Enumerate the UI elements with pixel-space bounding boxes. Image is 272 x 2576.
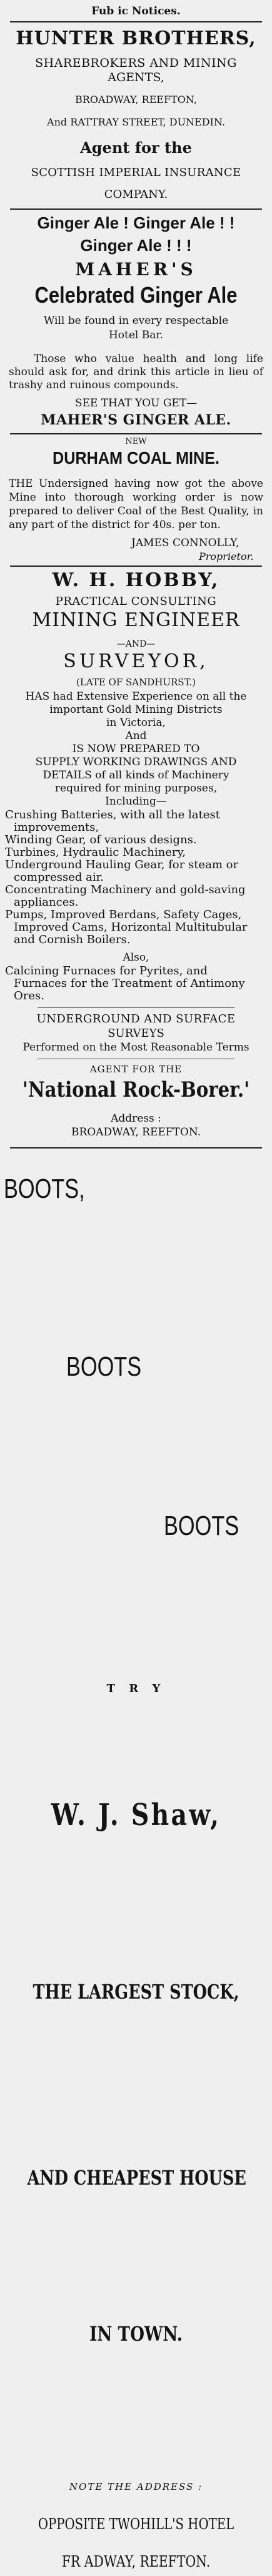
advert-title: HUNTER BROTHERS, bbox=[16, 27, 256, 49]
list-item: Underground Hauling Gear, for steam or compressed air. bbox=[5, 858, 239, 884]
advert-product: Celebrated Ginger Ale bbox=[34, 282, 238, 308]
advert-headline: AND CHEAPEST HOUSE bbox=[27, 2166, 246, 2190]
advert-brand: MAHER'S bbox=[75, 259, 197, 280]
advert-agent: Agent for the bbox=[80, 139, 192, 157]
advert-line: —AND— bbox=[116, 639, 156, 649]
advert-text: required for mining purposes, bbox=[54, 782, 218, 795]
advert-line: (LATE OF SANDHURST.) bbox=[76, 677, 196, 688]
advert-body: Those who value health and long life should ask for, and drink this article in lieu of trashy and ruinous compounds. bbox=[9, 353, 263, 391]
advert-title: W. H. HOBBY, bbox=[52, 569, 220, 591]
divider bbox=[38, 1007, 234, 1008]
advert-line: AGENT FOR THE bbox=[89, 1064, 183, 1075]
advert-name: W. J. Shaw, bbox=[51, 1798, 221, 1833]
advert-text: Address : bbox=[111, 1112, 161, 1125]
advert-text: Will be found in every respectable bbox=[43, 315, 229, 327]
divider bbox=[10, 433, 262, 434]
advert-line: PRACTICAL CONSULTING bbox=[55, 595, 217, 608]
advert-company: COMPANY. bbox=[104, 188, 168, 201]
list-item: Crushing Batteries, with all the latest improvements, bbox=[5, 808, 220, 834]
advert-line: SURVEYS bbox=[108, 1027, 164, 1040]
list-item: Turbines, Hydraulic Machinery, bbox=[5, 846, 186, 859]
advert-text: important Gold Mining Districts bbox=[49, 703, 223, 716]
advert-text: HAS had Extensive Experience on all the bbox=[25, 690, 247, 703]
advert-label: NEW bbox=[125, 437, 147, 446]
advert-text: SUPPLY WORKING DRAWINGS AND bbox=[35, 756, 237, 768]
furnaces-item bbox=[0, 965, 263, 1002]
advert-text: MAHER'S GINGER ALE. bbox=[41, 412, 231, 428]
advert-title: DURHAM COAL MINE. bbox=[53, 448, 219, 468]
advert-line: SHAREBROKERS AND MINING bbox=[35, 56, 237, 70]
advert-text: Including— bbox=[105, 795, 167, 808]
advert-address: BROADWAY, REEFTON. bbox=[71, 1126, 201, 1139]
advert-line: AGENTS, bbox=[108, 71, 164, 84]
advert-headline: 'National Rock-Borer.' bbox=[22, 1077, 250, 1102]
list-item: Concentrating Machinery and gold-saving appliances. bbox=[5, 883, 246, 909]
divider bbox=[10, 566, 262, 567]
advert-headline: BOOTS, bbox=[4, 1173, 85, 1204]
advert-headline: IN TOWN. bbox=[89, 2322, 183, 2346]
advert-text: in Victoria, bbox=[106, 717, 166, 729]
advert-company: SCOTTISH IMPERIAL INSURANCE bbox=[31, 166, 241, 179]
advert-headline: Ginger Ale ! Ginger Ale ! ! bbox=[37, 213, 235, 232]
advert-text: Performed on the Most Reasonable Terms bbox=[23, 1041, 249, 1054]
advert-signature-role: Proprietor. bbox=[199, 551, 254, 562]
advert-text: T R Y bbox=[106, 1682, 166, 1695]
advert-signature: JAMES CONNOLLY, bbox=[131, 537, 239, 549]
advert-headline: THE LARGEST STOCK, bbox=[33, 1980, 239, 2004]
advert-headline: Ginger Ale ! ! ! bbox=[80, 236, 192, 255]
advert-headline: BOOTS bbox=[164, 1511, 239, 1541]
advert-text: IS NOW PREPARED TO bbox=[72, 743, 200, 755]
list-item: Winding Gear, of various designs. bbox=[5, 833, 197, 846]
advert-headline: MINING ENGINEER bbox=[32, 609, 240, 631]
list-item: Pumps, Improved Berdans, Safety Cages, Improved Cams, Horizontal Multitubular and Cornish Boilers. bbox=[5, 908, 248, 946]
machinery-list bbox=[0, 809, 263, 946]
divider bbox=[10, 21, 262, 22]
list-item: Calcining Furnaces for Pyrites, and Furnaces for the Treatment of Antimony Ores. bbox=[5, 964, 245, 1002]
section-header: Fub ic Notices. bbox=[91, 5, 181, 17]
advert-text: SEE THAT YOU GET— bbox=[74, 397, 198, 409]
divider bbox=[10, 208, 262, 210]
advert-line: UNDERGROUND AND SURFACE bbox=[36, 1012, 236, 1026]
advert-address: BROADWAY, REEFTON, bbox=[75, 94, 197, 105]
advert-headline: BOOTS bbox=[66, 1351, 142, 1382]
advert-text: NOTE THE ADDRESS : bbox=[69, 2481, 203, 2492]
advert-text: DETAILS of all kinds of Machinery bbox=[43, 769, 229, 781]
advert-address: FR ADWAY, REEFTON. bbox=[61, 2553, 211, 2570]
divider bbox=[10, 1147, 262, 1148]
advert-body: THE Undersigned having now got the above Mine into thorough working order is now prepared to deliver Coal of the Best Quality, in any part of the district for 40s. per ton. bbox=[9, 477, 263, 531]
advert-headline: SURVEYOR, bbox=[63, 650, 209, 672]
advert-text: Also, bbox=[123, 951, 149, 964]
advert-text: Hotel Bar. bbox=[108, 329, 164, 341]
advert-address: OPPOSITE TWOHILL'S HOTEL bbox=[38, 2515, 234, 2533]
advert-text: And bbox=[125, 730, 147, 742]
advert-address: And RATTRAY STREET, DUNEDIN. bbox=[47, 116, 225, 128]
